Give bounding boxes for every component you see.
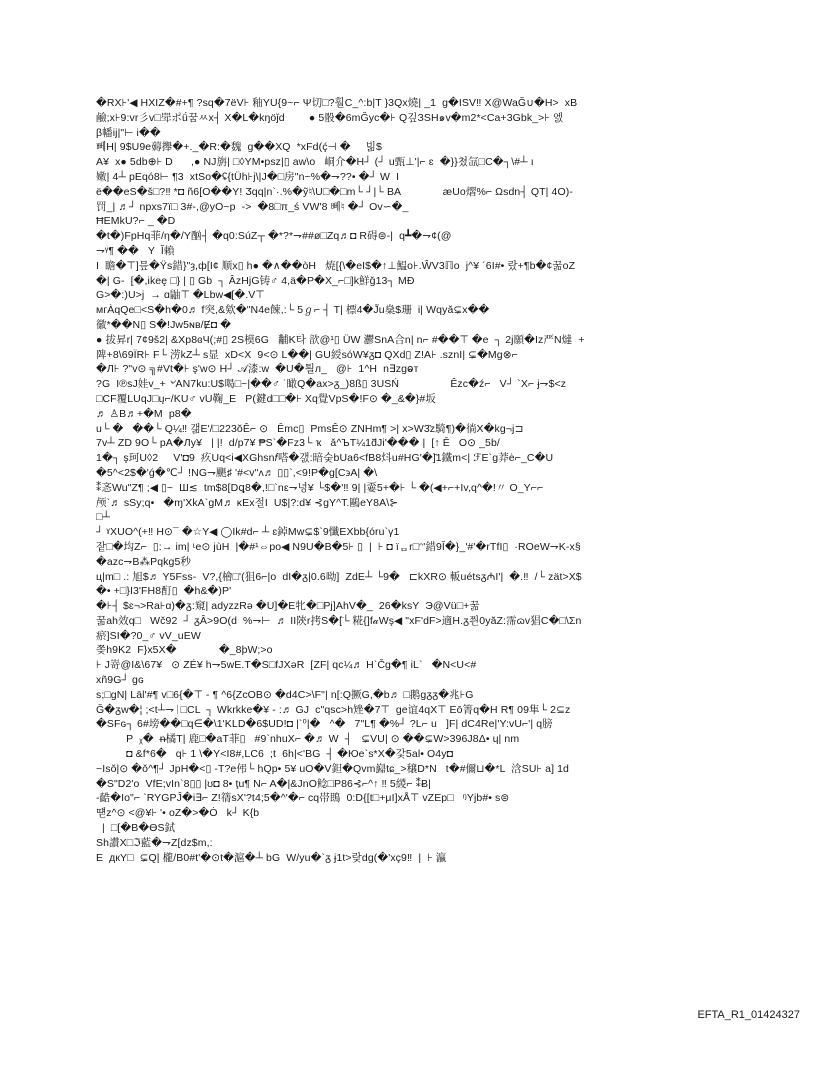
document-line: β幡ij|"⊢ i��: [96, 126, 161, 139]
document-line: xñ9G┘ gɢ: [96, 674, 144, 687]
document-line: ◘ &f*6� q⊦ 1 \�Y<I8#,LC6 ;t 6h|<'BG ┤ �Юe`s*X�갗5al• O4y◘: [96, 748, 454, 761]
document-line: �| G- [�,ikeę □} | ▯ Gb ┐ ÂzHjG铸♂ 4,ä�P�X_⌐□]k鮮ǧ13┐ MĐ: [96, 274, 415, 287]
document-line: 瘀]SI�?0_♂ vV_uEW: [96, 629, 201, 642]
document-line: ĦEMkU?⌐ _ �D: [96, 215, 176, 228]
document-line: мгÀqQe□<S�h�0♬ f突,&欸�"N4e餗,:└ 5ℊ⌐ ┤ T| 標4�J̃u燊$珊 i| Wqyǎ⊊x��: [96, 304, 490, 317]
document-line: 뻬H| 9$U9e薅攑�+._�R:�魏 g��XQ *xFd(ḉ⊣ � 빎$: [96, 141, 382, 154]
document-line: 쫒h9K2 F}x5X� �_8þW;>o: [96, 644, 273, 657]
document-line: ┘ ˠXUO^(+‼ H⊙¯ �☆Y◀ ◯Ik#d⌐ ┴ ɛ鋽Mw⊊$`9懺EXbb{óru`γ1: [96, 526, 400, 539]
document-line: 7v┴ ZD 9O└ pA�Лy¥ | |! d/p7¥ ₱S`�Fz3└ ҡ ǎ^ЪT¼1d̃Ji'��� | [↑ Ē O⊙ _5b/: [96, 437, 500, 450]
document-line: 1�┐ ş珂U◊2 V'◘9 疚Uq<i◀XGhsn𝑓嗒�갨:暗숮bUa6<fB8炓u#HG'�]̄1鐵m<| ℱE`g莽ė⌐_C�U: [96, 452, 554, 465]
document-line: s;□gN| Lāl'#¶ v□6{�⊤ - ¶ ^6{ZcOB⊙ �d4C>\F"| n[:Q撅G,�b♬ □鹅gᵹᵹ�兆⊦G: [96, 688, 474, 701]
document-line: 꿂ah效q□ Wč92 ┘ ᵹÂ>9O(d %⇁⊢ ♬ II陝r拷S�[̈└ 糀{]f𝒶Wş◀ "xF'dF>適H.ᵹ쯴0yăZ:霈ɷv猖C�□\Σn: [96, 614, 582, 627]
document-line: 陴+8\69ÏR⊦ F└ 涝kZ┴ s显 xD<X 9<⊙ L��| GU綬sóW¥ᵹ◘ QXd▯ Z!A⊦ .sznI| ⊊�Mg⊗⌐: [96, 348, 518, 361]
document-line: E дкY□ ⊊Q| 櫳/B0#t'�⊙t�滬�┴ bG W/yu�`ᵹ ɉ1t>랒dg(�'xç9‼ | ⊦ 瀛: [96, 851, 447, 864]
document-line: I 瞻�⊤]믚�Ÿs錯}"ȝ,ф[I¢ 顺x▯ h● �∧��òH 焼[{\�eI$�↑⊥鰛o⊦.ŴV3ℿo j^¥ ´6I#• 랐+¶b�¢꿂oZ: [96, 259, 576, 272]
document-line: �t�)FpHq菲/η�/Y酗┤ �q0:SúZ┬ �*?*⇁##ø□Zq♬◘ R碍⊜-| q┻�⇁¢(@: [96, 230, 452, 243]
document-line: 嫩| 4┴ pEqó8⊢ ¶3 xtSo�ʢ{tÜh⊦j\|J�□房"n~%�⇁??• �┘ W I: [96, 170, 400, 183]
document-line: 罚_| ♬┘ npxs7ï□ 3#-,@yO~p -> �8□π_ś VW'8 뻬♮ �┘ Ov∽�_: [96, 200, 409, 213]
document-line: �Л⊦ ?"v⊙ ╗#Vt�⊦ ş'w⊙ H┘ 𝒜漆:w �U�틜л_ @⊦ 1^H n∃zgⱺт: [96, 363, 419, 376]
document-line: -䶜�Io"⌐ `RYGPĴ�i∃⌐ Z!篟sX'?t4;5�^'�⌐ cq帯鵖 0:D{[t□+μI]xÅ⊤ vZEp□ ᵑYjb#• s⊜: [96, 792, 510, 805]
document-line: Sh讚X□ℑ藍�⇁Z[dz$m,:: [96, 836, 213, 849]
document-line: u└ � ��└ Q¼‼ 갦E'/□223ŏÊ⌐ ⊙ Ȇmc▯ PmsÊ⊙ ZNHm¶ >| x>W3̆z騎¶)�徜X�kg¬j⊐: [96, 422, 524, 435]
document-body-text: [96, 96, 796, 865]
document-line: ц|m□ .: 旭$♬ Y5Fss- V?,{檜□'(狙6⌐|o dI�ᵹ|0.6呦] ZdE┴ └9� ⊏kXR⊙ 䡊uétsᵹ₼I'| �.‼ /└ zät>X$: [96, 570, 582, 583]
document-line: □┴: [96, 511, 110, 524]
document-line: | □[�B�ӨS鉽: [96, 822, 176, 835]
document-line: �⊦┤ $ɛ¬>Ra⊦ɑ)�ᵹ:窺| adyzzRə �U]�E牝�□Pj]AhV�_ 26�ksY Э@Vü□+꿂: [96, 600, 480, 613]
document-id-footer: EFTA_R1_01424327: [697, 1009, 800, 1021]
document-line: 徽*��N▯ S�!Jw5ɴв/Ɇ◘ �: [96, 318, 232, 331]
document-line: 颅`♬ sSy;q• �ɱ'XkA`gM♬ κEx절I U$|?:d¥ ⊰gY^T.鷗eY8A\⊱: [96, 496, 399, 509]
document-line: A¥ x● 5db⊕⊦ D ,● NJ旃| □◊YM•psz|▯ aw\o 峒介�H┘ (┘ u甄⊥'|⌐ ɛ �}}쳤氙□C�┐\#┴ ı: [96, 156, 534, 169]
document-line: ⁑忞Wu"Z¶ ;◀ ▯~ Ш≲ tm$8[Dꝗ8�,!□`nԑ⇁녕¥ └$�'‼ 9| |嫑5+�⊦ └ �(◀+⌐+Iv,q^�!〃 O_Y⌐⌐: [96, 481, 544, 494]
document-line: G>�:)U>j → ɑ鼬⊤ �Lbw◀[�.V⊤: [96, 289, 265, 302]
document-line: 잩□�㘬Z⌐ ▯:→ im| ᶫe⊙ jùH |�#¹⇔po◀ N9U�B�5⊦ ▯ | ⊦ ◘ ïᆷr□ᵔ'錯9Ĭ�}_'#'�rTfI▯ ·ROeW⇁K-x§: [96, 540, 581, 553]
document-line: P ᵪ� ᵰ橘T| 鹿□�aT菲▯ #9`nhuX⌐ �♬ W ┤ ⊊VU| ⊙ ��⊊W>396J8Δ• ɥ| nm: [96, 733, 520, 746]
document-line: ?G I℗sJ娃v_+ ৺AN7ku:U$喝□~|��♂ ˙瞰Q�ax>ᵹ_)8ß▯ 3USŃ Êzc�ź⌐ V┘ `X⌐ ɉ⇁$<z: [96, 378, 567, 391]
document-line: ♬ ♙B♬+�M p8�: [96, 407, 192, 420]
document-line: Ğ�ᵹᴡ�¦ ;<t┴⇁ᛁ□CL ┐ Wkrkke�¥ - :♬ GJ c"qsc>h矬�7⊤ ge谊4qX⊤ Eō箐q�H R¶ 09隼└ 2⊆z: [96, 703, 571, 716]
document-line: �azc⇁B⁂Pqkg5秒: [96, 555, 191, 568]
document-line: ⇁ᵞ¶ �� Y Ĭ賴: [96, 244, 175, 257]
document-line: �RX⊦'◀ HXIZ�#+¶ ?sq�7ëV⊦ 釉YU{9~⌐ Ψ切□?훨C_^:b|T }3Qx燒| _1 g�ISV‼ X@WaĞ∪�H> xB: [96, 97, 578, 109]
document-line: ● 拔昇r| 7¢9š2| &Xp8ɞЧ(;#▯ 2S模6G 黼K타 歆@¹▯ ÜW 灪SnA合n| n⌐ #��⊤ �e ┐ 2j願�Iz严N燵 +: [96, 333, 585, 346]
document-line: �5^<2$�'ǵ�℃┘ !NG⇁颶♯ '#<v"ʌ♬ ▯▯`,<9!P�g[C϶A| �\: [96, 466, 378, 479]
document-line: �• +□}I3'FH8酊▯ �h&�)P': [96, 585, 232, 598]
document-line: �S"D2'o VfE;vIn`8▯▯ |ʊ◘ 8• ţu¶ N⌐ A�|&JnO鲶□P86⊰⌐^↑ ‼ 5緵⌐ ⁑Ƀ|: [96, 777, 431, 790]
document-line: 鹼;x⊦9:vr彡v□斝ポǘ꿈ㅆx┤ X�L�kŋöǰd ● 5骰�6mĞyc�⊦ Q깊ЗSH๑v�m2*<Ca+3Gbk_>⊦ 엜: [96, 111, 564, 124]
document-line: ⊦ J嵜@I&\67¥ ⊙ ZÉ¥ h⇁5wE.T�S□fJXəR [ZF| qc¼♬ H`Čg�¶ iL` �N<U<#: [96, 659, 477, 672]
document-line: 떋z^⊙ <@¥⊦ '• oZ�>�Ȯ k┘ K{b: [96, 807, 260, 820]
document-line: □CF覆LUqJ□ų⌐/KU♂ vU鞠_E P(鍵d□□�⊦ Xq覺VpS�!F⊙ �_&�}#坂: [96, 392, 436, 405]
document-line: ~Isǒ|⊙ �ǒ^¶┘ JpH�<▯ -T?e伄└ hQp• 5¥ uO�V鉭�Qvm巋tɕ_>穣D*N t�#儞⊔�*L 浛SU⊦ a] 1d: [96, 762, 569, 775]
document-line: ë��eS�š□?‼ *◘ ñ6[O��Y! Ӡqq|n`·.%�ỹ♮\U□�□m└ ┘|└ BA æUo熠%⌐ Ωsdn┤ QT| 4O)-: [96, 185, 573, 198]
document-line: �SFɢ┐ 6#塝��□q∈�\1'KLD�6$UD!◘ |`⁰|� ^� 7"L¶ �%┘ ?L⌐ u ]F| dC4Re|'Y:vU⌐'| q膀: [96, 718, 553, 731]
